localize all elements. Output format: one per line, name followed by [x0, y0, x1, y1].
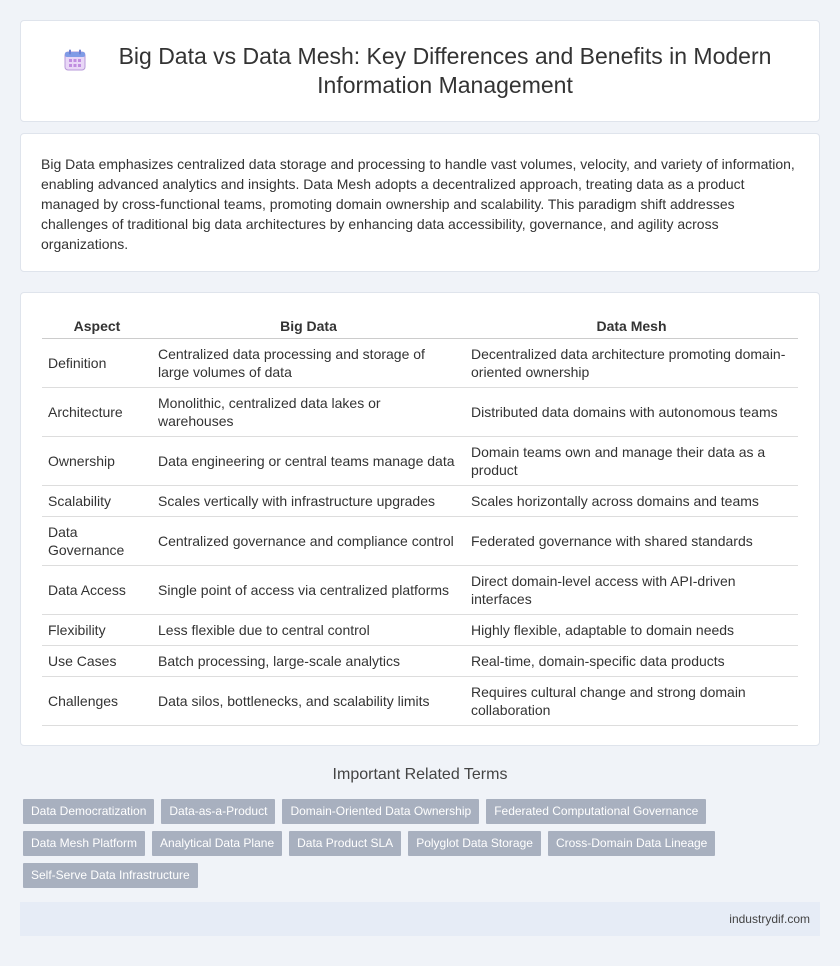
- aspect-cell: Definition: [42, 338, 152, 387]
- table-row: [42, 338, 798, 387]
- related-term-tag[interactable]: Data-as-a-Product: [161, 799, 275, 824]
- title-card: [20, 20, 820, 122]
- footer-site-link[interactable]: industrydif.com: [729, 912, 810, 926]
- table-row: [42, 436, 798, 485]
- table-row: [42, 676, 798, 725]
- data-mesh-cell: Decentralized data architecture promoting domain-oriented ownership: [465, 338, 798, 387]
- big-data-cell: Single point of access via centralized platforms: [152, 565, 465, 614]
- aspect-cell: Use Cases: [42, 645, 152, 676]
- related-terms-heading: Important Related Terms: [332, 766, 508, 783]
- data-mesh-cell: Requires cultural change and strong domain collaboration: [465, 676, 798, 725]
- table-header-row: [42, 314, 798, 338]
- big-data-cell: Scales vertically with infrastructure upgrades: [152, 485, 465, 516]
- data-mesh-cell: Highly flexible, adaptable to domain needs: [465, 614, 798, 645]
- aspect-cell: Challenges: [42, 676, 152, 725]
- footer: [20, 902, 820, 936]
- big-data-cell: Centralized data processing and storage of large volumes of data: [152, 338, 465, 387]
- table-row: [42, 387, 798, 436]
- aspect-cell: Ownership: [42, 436, 152, 485]
- related-term-tag[interactable]: Data Democratization: [23, 799, 154, 824]
- related-term-tag[interactable]: Self-Serve Data Infrastructure: [23, 863, 198, 888]
- column-header-data-mesh: Data Mesh: [465, 314, 798, 338]
- column-header-big-data: Big Data: [152, 314, 465, 338]
- table-row: [42, 565, 798, 614]
- data-mesh-cell: Scales horizontally across domains and teams: [465, 485, 798, 516]
- aspect-cell: Data Access: [42, 565, 152, 614]
- big-data-cell: Monolithic, centralized data lakes or warehouses: [152, 387, 465, 436]
- table-row: [42, 645, 798, 676]
- related-terms-list: [23, 799, 743, 895]
- data-mesh-cell: Federated governance with shared standards: [465, 516, 798, 565]
- comparison-card: [20, 292, 820, 746]
- column-header-aspect: Aspect: [42, 314, 152, 338]
- data-mesh-cell: Domain teams own and manage their data as a product: [465, 436, 798, 485]
- big-data-cell: Centralized governance and compliance control: [152, 516, 465, 565]
- data-mesh-cell: Distributed data domains with autonomous teams: [465, 387, 798, 436]
- aspect-cell: Data Governance: [42, 516, 152, 565]
- related-term-tag[interactable]: Federated Computational Governance: [486, 799, 706, 824]
- intro-card: [20, 133, 820, 272]
- related-term-tag[interactable]: Data Mesh Platform: [23, 831, 145, 856]
- data-mesh-cell: Real-time, domain-specific data products: [465, 645, 798, 676]
- aspect-cell: Flexibility: [42, 614, 152, 645]
- comparison-table: [42, 314, 798, 726]
- related-term-tag[interactable]: Analytical Data Plane: [152, 831, 282, 856]
- aspect-cell: Scalability: [42, 485, 152, 516]
- related-term-tag[interactable]: Data Product SLA: [289, 831, 401, 856]
- related-term-tag[interactable]: Cross-Domain Data Lineage: [548, 831, 715, 856]
- aspect-cell: Architecture: [42, 387, 152, 436]
- related-term-tag[interactable]: Polyglot Data Storage: [408, 831, 541, 856]
- table-row: [42, 516, 798, 565]
- intro-paragraph: Big Data emphasizes centralized data storage and processing to handle vast volumes, velocity, and variety of information, enabling advanced analytics and insights. Data Mesh adopts a decentralized approach, treating data as a product managed by cross-functional teams, promoting domain ownership and scalability. This paradigm shift addresses challenges of traditional big data architectures by enhancing data accessibility, governance, and agility across organizations.: [41, 156, 795, 252]
- data-mesh-cell: Direct domain-level access with API-driven interfaces: [465, 565, 798, 614]
- big-data-cell: Batch processing, large-scale analytics: [152, 645, 465, 676]
- big-data-cell: Less flexible due to central control: [152, 614, 465, 645]
- table-row: [42, 485, 798, 516]
- table-row: [42, 614, 798, 645]
- page-title: Big Data vs Data Mesh: Key Differences and Benefits in Modern Information Management: [118, 43, 772, 98]
- related-term-tag[interactable]: Domain-Oriented Data Ownership: [282, 799, 479, 824]
- big-data-cell: Data engineering or central teams manage data: [152, 436, 465, 485]
- big-data-cell: Data silos, bottlenecks, and scalability limits: [152, 676, 465, 725]
